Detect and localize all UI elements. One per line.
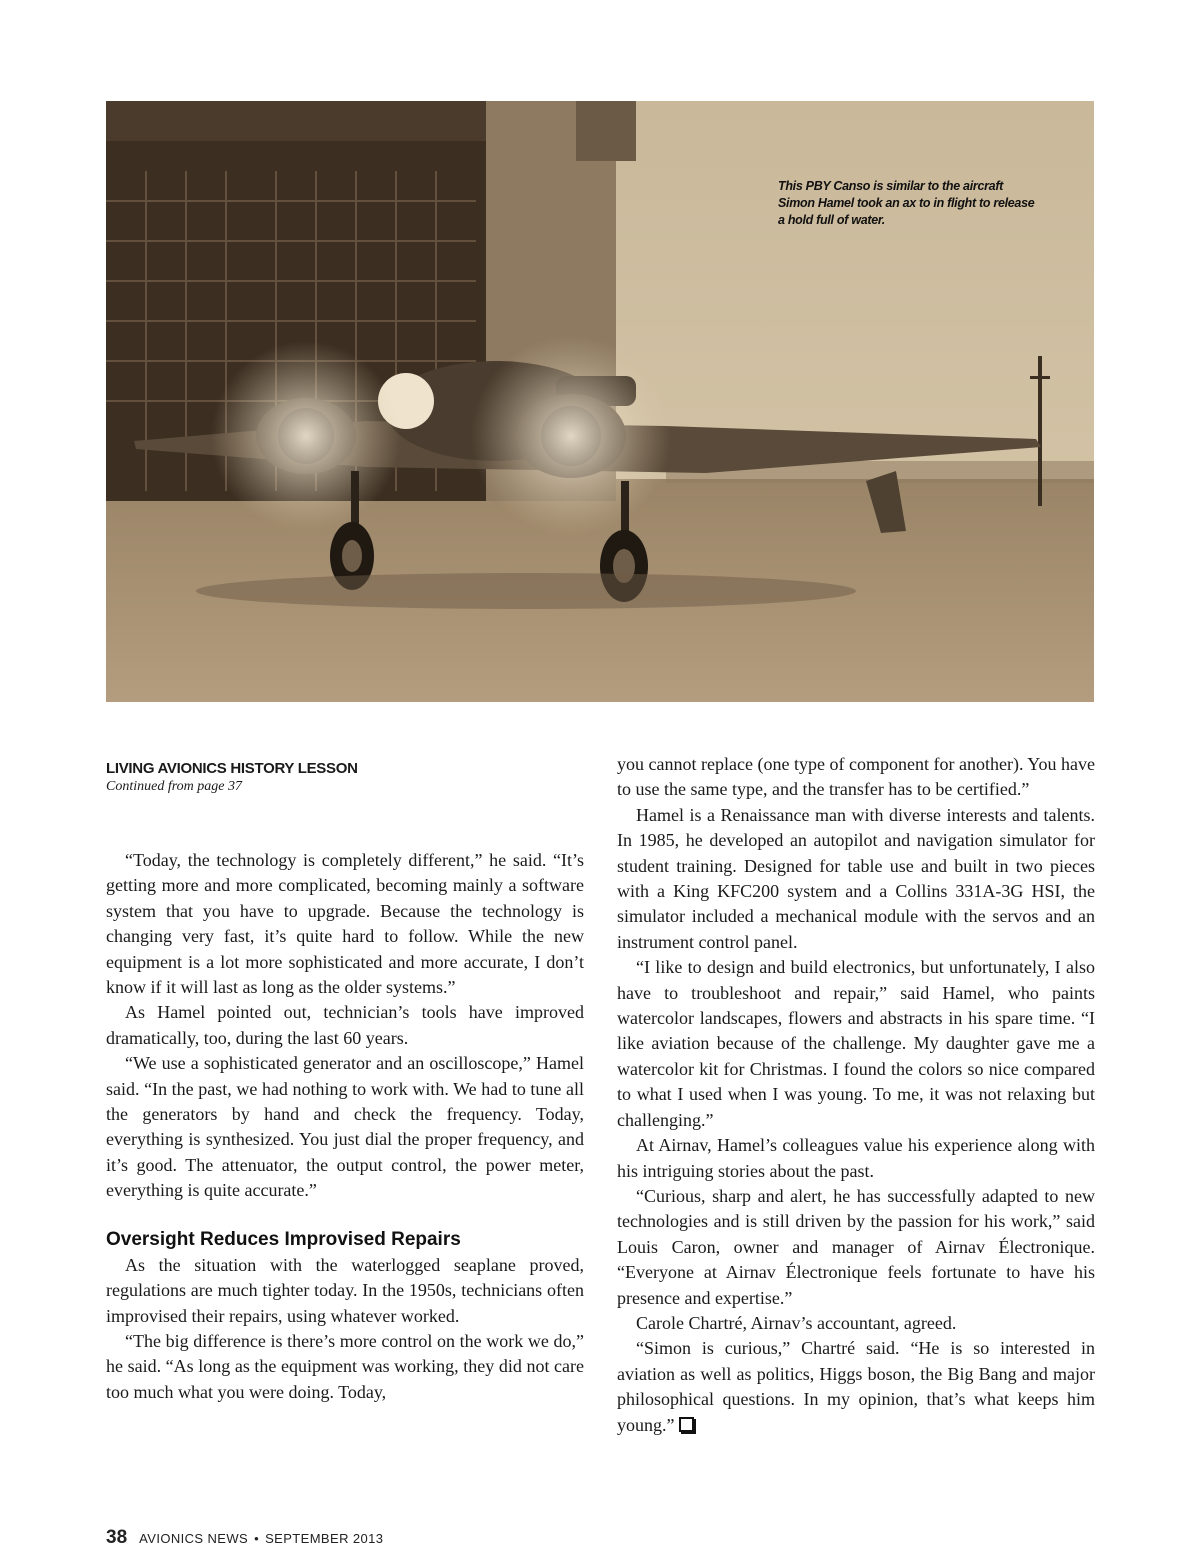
end-of-article-icon (679, 1417, 694, 1432)
page-number: 38 (106, 1527, 128, 1548)
paragraph-text: “Simon is curious,” Chartré said. “He is so interested in aviation as well as politics, Higgs boson, the Big Bang and major philosophical questions. In my opinion, that’s what keeps him young.” (617, 1338, 1095, 1435)
section-subhead: Oversight Reduces Improvised Repairs (106, 1228, 461, 1250)
continued-from-note: Continued from page 37 (106, 779, 242, 794)
right-column (617, 752, 1095, 1438)
paragraph: Carole Chartré, Airnav’s accountant, agreed. (636, 1312, 957, 1333)
paragraph: As the situation with the waterlogged seaplane proved, regulations are much tighter today. In the 1950s, technicians often improvised their repairs, using whatever worked. (106, 1254, 584, 1326)
paragraph: “Curious, sharp and alert, he has successfully adapted to new technologies and is still driven by the passion for his work,” said Louis Caron, owner and manager of Airnav Électronique. “Everyone at Airnav Électronique feels fortunate to have his presence and expertise.” (617, 1185, 1095, 1308)
aircraft-photo (106, 101, 1094, 702)
page-footer (106, 1527, 383, 1549)
final-paragraph (617, 1336, 1095, 1438)
paragraph: you cannot replace (one type of component for another). You have to use the same type, and the transfer has to be certified.” (617, 754, 1095, 800)
footer-separator: • (254, 1531, 260, 1546)
left-column (106, 752, 584, 1405)
paragraph: “We use a sophisticated generator and an oscilloscope,” Hamel said. “In the past, we had nothing to work with. We had to tune all the generators by hand and check the frequency. Today, everything is synthesized. You just dial the proper frequency, and it’s good. The attenuator, the output control, the power meter, everything is quite accurate.” (106, 1053, 584, 1201)
article-kicker: LIVING AVIONICS HISTORY LESSON (106, 760, 358, 777)
issue-date: SEPTEMBER 2013 (265, 1531, 384, 1546)
paragraph: At Airnav, Hamel’s colleagues value his experience along with his intriguing stories about the past. (617, 1135, 1095, 1181)
paragraph: As Hamel pointed out, technician’s tools have improved dramatically, too, during the last 60 years. (106, 1002, 584, 1048)
paragraph: “The big difference is there’s more control on the work we do,” he said. “As long as the equipment was working, they did not care too much what you were doing. Today, (106, 1330, 584, 1402)
photo-caption: This PBY Canso is similar to the aircraft Simon Hamel took an ax to in flight to release a hold full of water. (778, 179, 1035, 227)
paragraph: “Today, the technology is completely different,” he said. “It’s getting more and more complicated, becoming mainly a software system that you have to upgrade. Because the technology is changing very fast, it’s quite hard to follow. While the new equipment is a lot more sophisticated and more accurate, I don’t know if it will last as long as the older systems.” (106, 850, 584, 998)
paragraph: Hamel is a Renaissance man with diverse interests and talents. In 1985, he developed an autopilot and navigation simulator for student training. Designed for table use and built in two pieces with a King KFC200 system and a Collins 331A-3G HSI, the simulator included a mechanical module with the servos and an instrument control panel. (617, 804, 1095, 952)
publication-name: AVIONICS NEWS (139, 1531, 249, 1546)
paragraph: “I like to design and build electronics, but unfortunately, I also have to troubleshoot and repair,” said Hamel, who paints watercolor landscapes, flowers and abstracts in his spare time. “I like aviation because of the challenge. My daughter gave me a watercolor kit for Christmas. I found the colors so nice compared to what I used when I was young. To me, it was not relaxing but challenging.” (617, 957, 1095, 1130)
